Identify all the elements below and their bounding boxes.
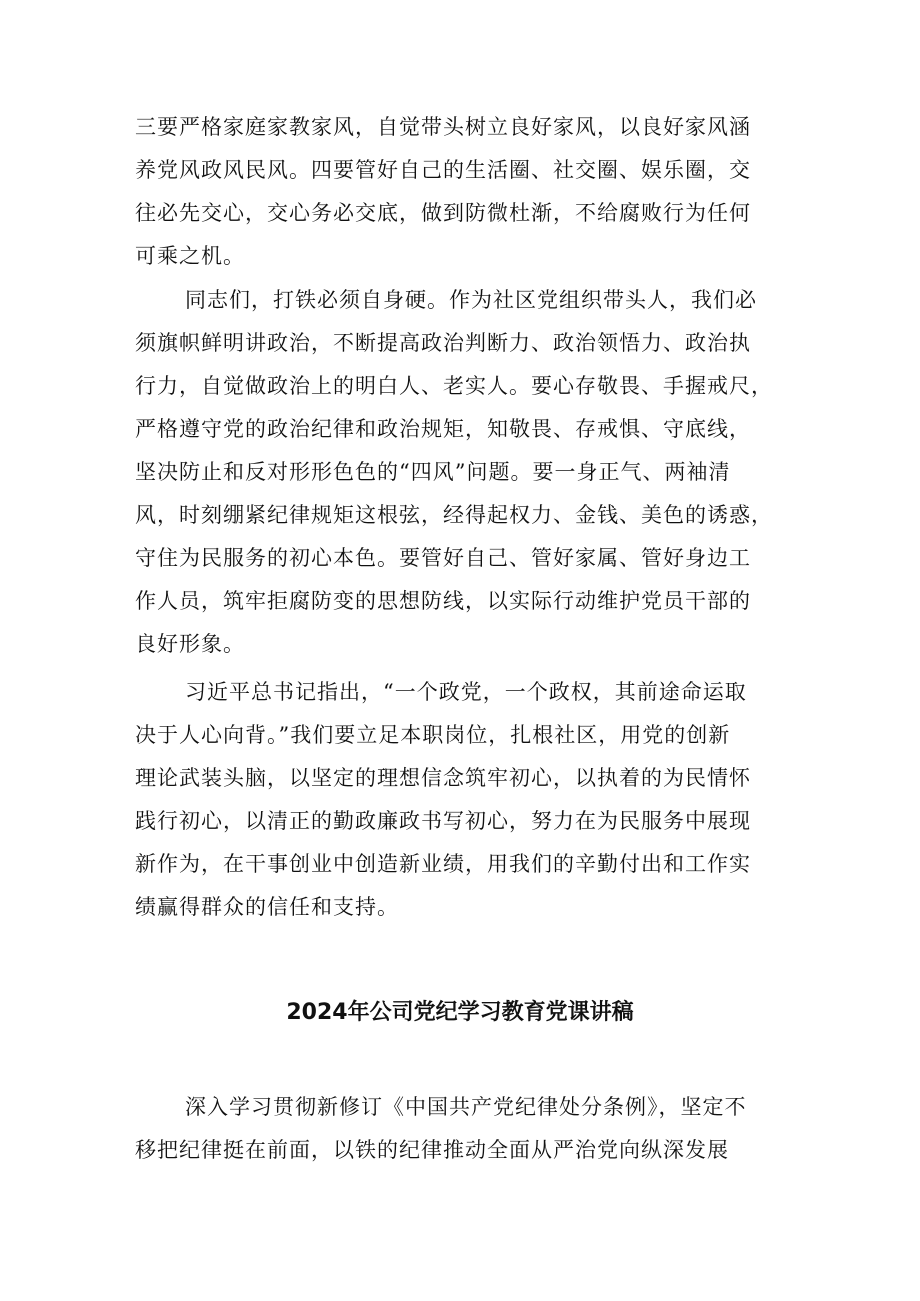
text-line: 绩赢得群众的信任和支持。 xyxy=(135,895,399,919)
text-line: 严格遵守党的政治纪律和政治规矩，知敬畏、存戒惧、守底线， xyxy=(135,417,751,441)
text-line: 行力，自觉做政治上的明白人、老实人。要心存敬畏、手握戒尺， xyxy=(135,374,773,398)
text-line: 移把纪律挺在前面，以铁的纪律推动全面从严治党向纵深发展 xyxy=(135,1138,729,1162)
paragraph-quote xyxy=(135,671,795,929)
text-line: 践行初心，以清正的勤政廉政书写初心，努力在为民服务中展现 xyxy=(135,809,751,833)
text-line: 作人员，筑牢拒腐防变的思想防线，以实际行动维护党员干部的 xyxy=(135,589,751,613)
paragraph-comrades xyxy=(135,279,795,666)
text-line: 风，时刻绷紧纪律规矩这根弦，经得起权力、金钱、美色的诱惑， xyxy=(135,503,773,527)
text-line: 三要严格家庭家教家风，自觉带头树立良好家风，以良好家风涵 xyxy=(135,115,751,139)
text-line: 坚决防止和反对形形色色的“四风”问题。要一身正气、两袖清 xyxy=(135,460,731,484)
section-title: 2024年公司党纪学习教育党课讲稿 xyxy=(286,1000,634,1025)
text-line: 新作为，在干事创业中创造新业绩，用我们的辛勤付出和工作实 xyxy=(135,852,751,876)
text-line: 可乘之机。 xyxy=(135,244,245,268)
text-line: 往必先交心，交心务必交底，做到防微杜渐，不给腐败行为任何 xyxy=(135,201,751,225)
text-line: 良好形象。 xyxy=(135,632,245,656)
text-line: 养党风政风民风。四要管好自己的生活圈、社交圈、娱乐圈，交 xyxy=(135,158,751,182)
text-line: 须旗帜鲜明讲政治，不断提高政治判断力、政治领悟力、政治执 xyxy=(135,331,751,355)
text-line: 守住为民服务的初心本色。要管好自己、管好家属、管好身边工 xyxy=(135,546,751,570)
paragraph-intro xyxy=(135,1086,795,1172)
text-line: 理论武装头脑，以坚定的理想信念筑牢初心，以执着的为民情怀 xyxy=(135,766,751,790)
text-line: 习近平总书记指出，“一个政党，一个政权，其前途命运取 xyxy=(185,680,747,704)
text-line: 同志们，打铁必须自身硬。作为社区党组织带头人，我们必 xyxy=(185,288,757,312)
text-line: 决于人心向背。”我们要立足本职岗位，扎根社区，用党的创新 xyxy=(135,723,731,747)
paragraph-family-discipline xyxy=(135,106,795,278)
text-line: 深入学习贯彻新修订《中国共产党纪律处分条例》，坚定不 xyxy=(185,1095,747,1119)
